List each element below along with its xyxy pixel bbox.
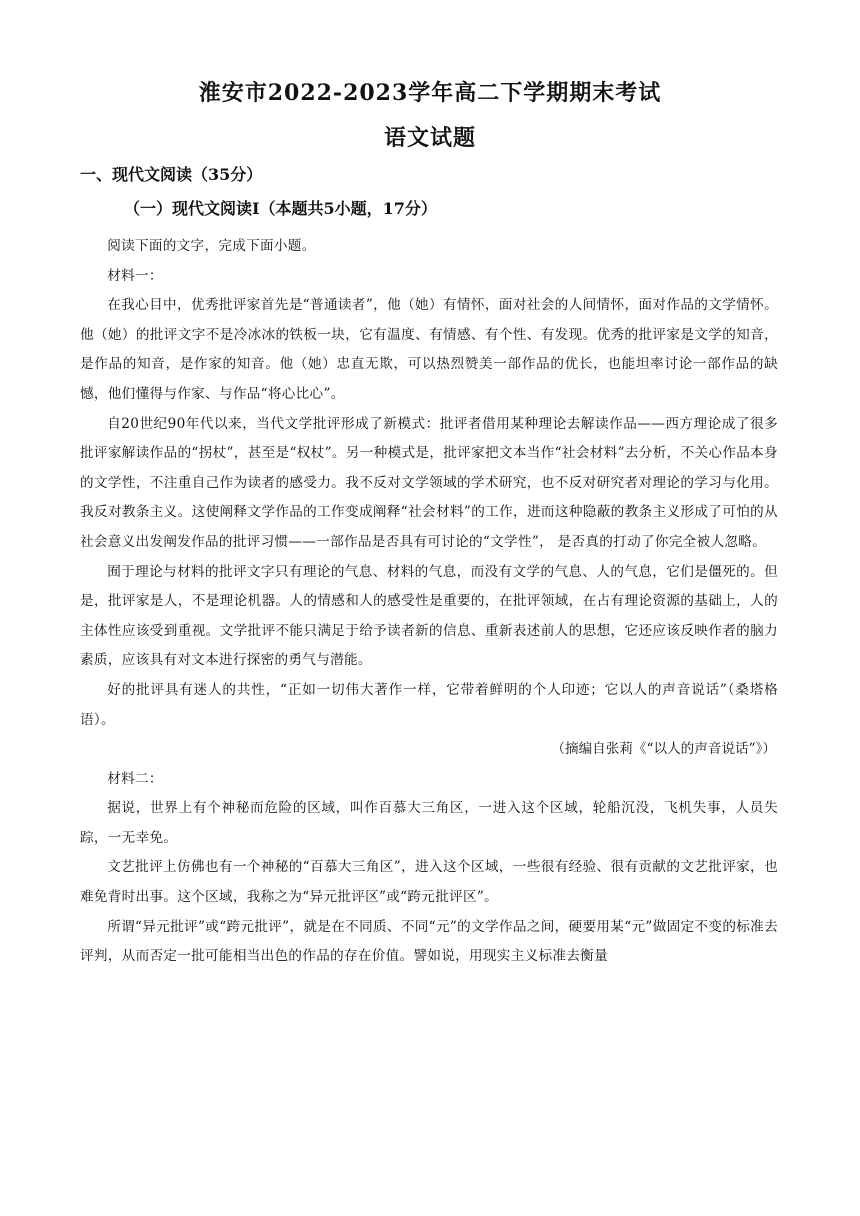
paragraph: 好的批评具有迷人的共性，“正如一切伟大著作一样，它带着鲜明的个人印迹；它以人的声音说话”（桑塔格语）。 [80,681,778,728]
section-heading: 一、现代文阅读（35分） [80,165,263,184]
paragraph: 文艺批评上仿佛也有一个神秘的“百慕大三角区”，进入这个区域，一些很有经验、很有贡献的文艺批评家，也难免背时出事。这个区域，我称之为“异元批评区”或“跨元批评区”。 [80,859,778,906]
page-subtitle: 语文试题 [383,125,476,151]
passage [80,232,778,972]
page-title: 淮安市2022-2023学年高二下学期期末考试 [198,80,662,106]
source-citation: （摘编自张莉《“以人的声音说话”》） [551,741,776,758]
paragraph: 所谓“异元批评”或“跨元批评”，就是在不同质、不同“元”的文学作品之间，硬要用某“元”做固定不变的标准去评判，从而否定一批可能相当出色的作品的存在价值。譬如说，用现实主义标准去衡量 [80,918,778,965]
paragraph: 自20世纪90年代以来，当代文学批评形成了新模式：批评者借用某种理论去解读作品——西方理论成了很多批评家解读作品的“拐杖”，甚至是“权杖”。另一种模式是，批评家把文本当作“社会材料”去分析，不关心作品本身的文学性，不注重自己作为读者的感受力。我不反对文学领域的学术研究，也不反对研究者对理论的学习与化用。我反对教条主义。这使阐释文学作品的工作变成阐释“社会材料”的工作，进而这种隐蔽的教条主义形成了可怕的从社会意义出发阐发作品的批评习惯——一部作品是否具有可讨论的“文学性”， 是否真的打动了你完全被人忽略。 [80,415,778,550]
paragraph: 囿于理论与材料的批评文字只有理论的气息、材料的气息，而没有文学的气息、人的气息，它们是僵死的。但是，批评家是人，不是理论机器。人的情感和人的感受性是重要的，在批评领域，在占有理论资源的基础上，人的主体性应该受到重视。文学批评不能只满足于给予读者新的信息、重新表述前人的思想，它还应该反映作者的脑力素质，应该具有对文本进行探密的勇气与潜能。 [80,563,778,669]
material-label: 材料二： [107,770,163,787]
material-label: 材料一： [107,267,163,284]
subsection-heading: （一）现代文阅读Ⅰ（本题共5小题，17分） [124,199,437,218]
paragraph: 据说，世界上有个神秘而危险的区域，叫作百慕大三角区，一进入这个区域，轮船沉没，飞机失事，人员失踪，一无幸免。 [80,800,778,846]
instruction-text: 阅读下面的文字，完成下面小题。 [107,238,316,254]
paragraph: 在我心目中，优秀批评家首先是“普通读者”，他（她）有情怀，面对社会的人间情怀，面对作品的文学情怀。他（她）的批评文字不是冷冰冰的铁板一块，它有温度、有情感、有个性、有发现。优秀的批评家是文学的知音，是作品的知音，是作家的知音。他（她）忠直无欺，可以热烈赞美一部作品的优长，也能坦率讨论一部作品的缺憾，他们懂得与作家、与作品“将心比心”。 [80,297,778,402]
